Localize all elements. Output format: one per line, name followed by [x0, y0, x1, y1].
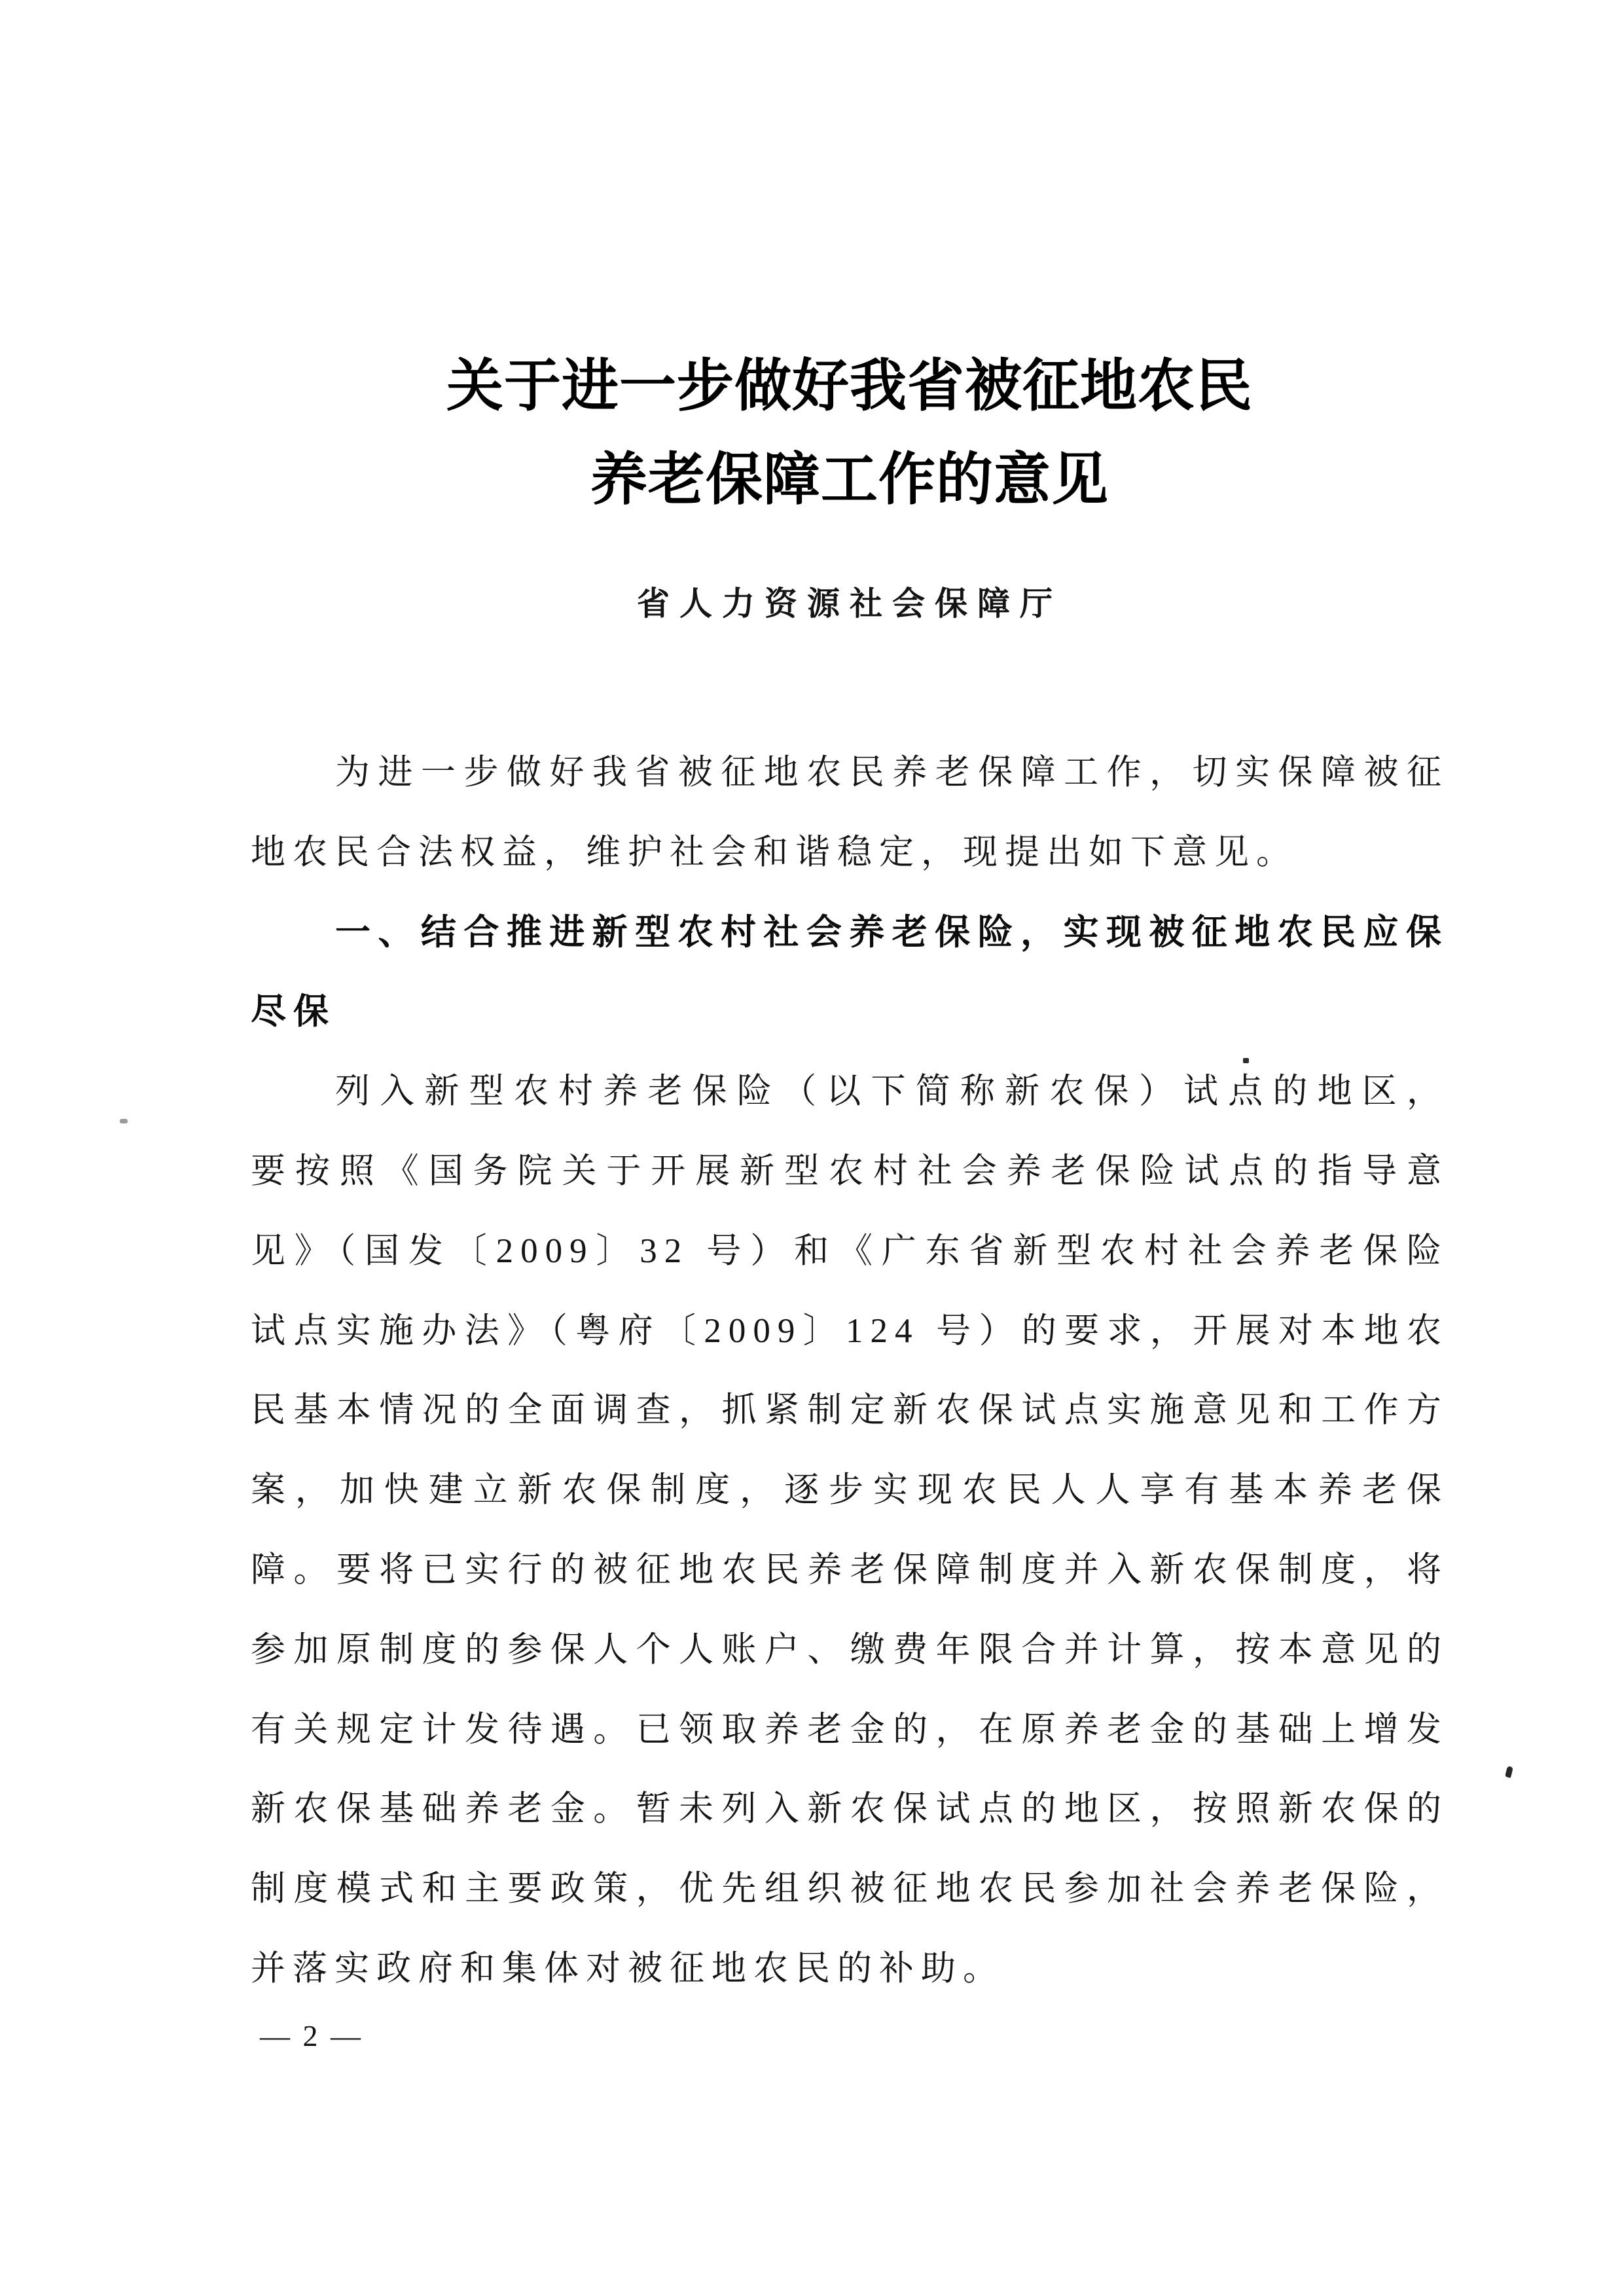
section-heading-line: 一、结合推进新型农村社会养老保险，实现被征地农民应保: [335, 912, 1449, 952]
body-line: 参加原制度的参保人个人账户、缴费年限合并计算，按本意见的: [251, 1630, 1449, 1669]
page-number: — 2 —: [260, 2019, 363, 2052]
scan-speck: [1243, 1058, 1249, 1063]
body-line: 试点实施办法》（粤府〔2009〕124 号）的要求，开展对本地农: [251, 1311, 1449, 1350]
body-line: 并落实政府和集体对被征地农民的补助。: [251, 1949, 1005, 1988]
section-heading-line: 尽保: [251, 992, 336, 1032]
body-line: 见》（国发〔2009〕32 号）和《广东省新型农村社会养老保险: [251, 1231, 1449, 1270]
body-line: 有关规定计发待遇。已领取养老金的，在原养老金的基础上增发: [251, 1710, 1449, 1749]
body-line: 地农民合法权益，维护社会和谐稳定，现提出如下意见。: [251, 833, 1298, 871]
body-line: 案，加快建立新农保制度，逐步实现农民人人享有基本养老保: [251, 1471, 1449, 1510]
body-line: 障。要将已实行的被征地农民养老保障制度并入新农保制度，将: [251, 1550, 1449, 1589]
body-line: 新农保基础养老金。暂未列入新农保试点的地区，按照新农保的: [251, 1790, 1449, 1829]
scan-speck: [120, 1119, 128, 1123]
issuing-agency: 省人力资源社会保障厅: [637, 585, 1062, 622]
document-title-line1: 关于进一步做好我省被征地农民: [446, 354, 1253, 418]
document-body: [251, 733, 1449, 2009]
scan-speck: [1505, 1766, 1513, 1778]
body-line: 列入新型农村养老保险（以下简称新农保）试点的地区，: [335, 1072, 1449, 1111]
body-line: 制度模式和主要政策，优先组织被征地农民参加社会养老保险，: [251, 1870, 1449, 1908]
body-line: 要按照《国务院关于开展新型农村社会养老保险试点的指导意: [251, 1152, 1449, 1190]
body-line: 民基本情况的全面调查，抓紧制定新农保试点实施意见和工作方: [251, 1391, 1449, 1430]
document-title-line2: 养老保障工作的意见: [590, 448, 1109, 511]
body-line: 为进一步做好我省被征地农民养老保障工作，切实保障被征: [335, 754, 1449, 792]
